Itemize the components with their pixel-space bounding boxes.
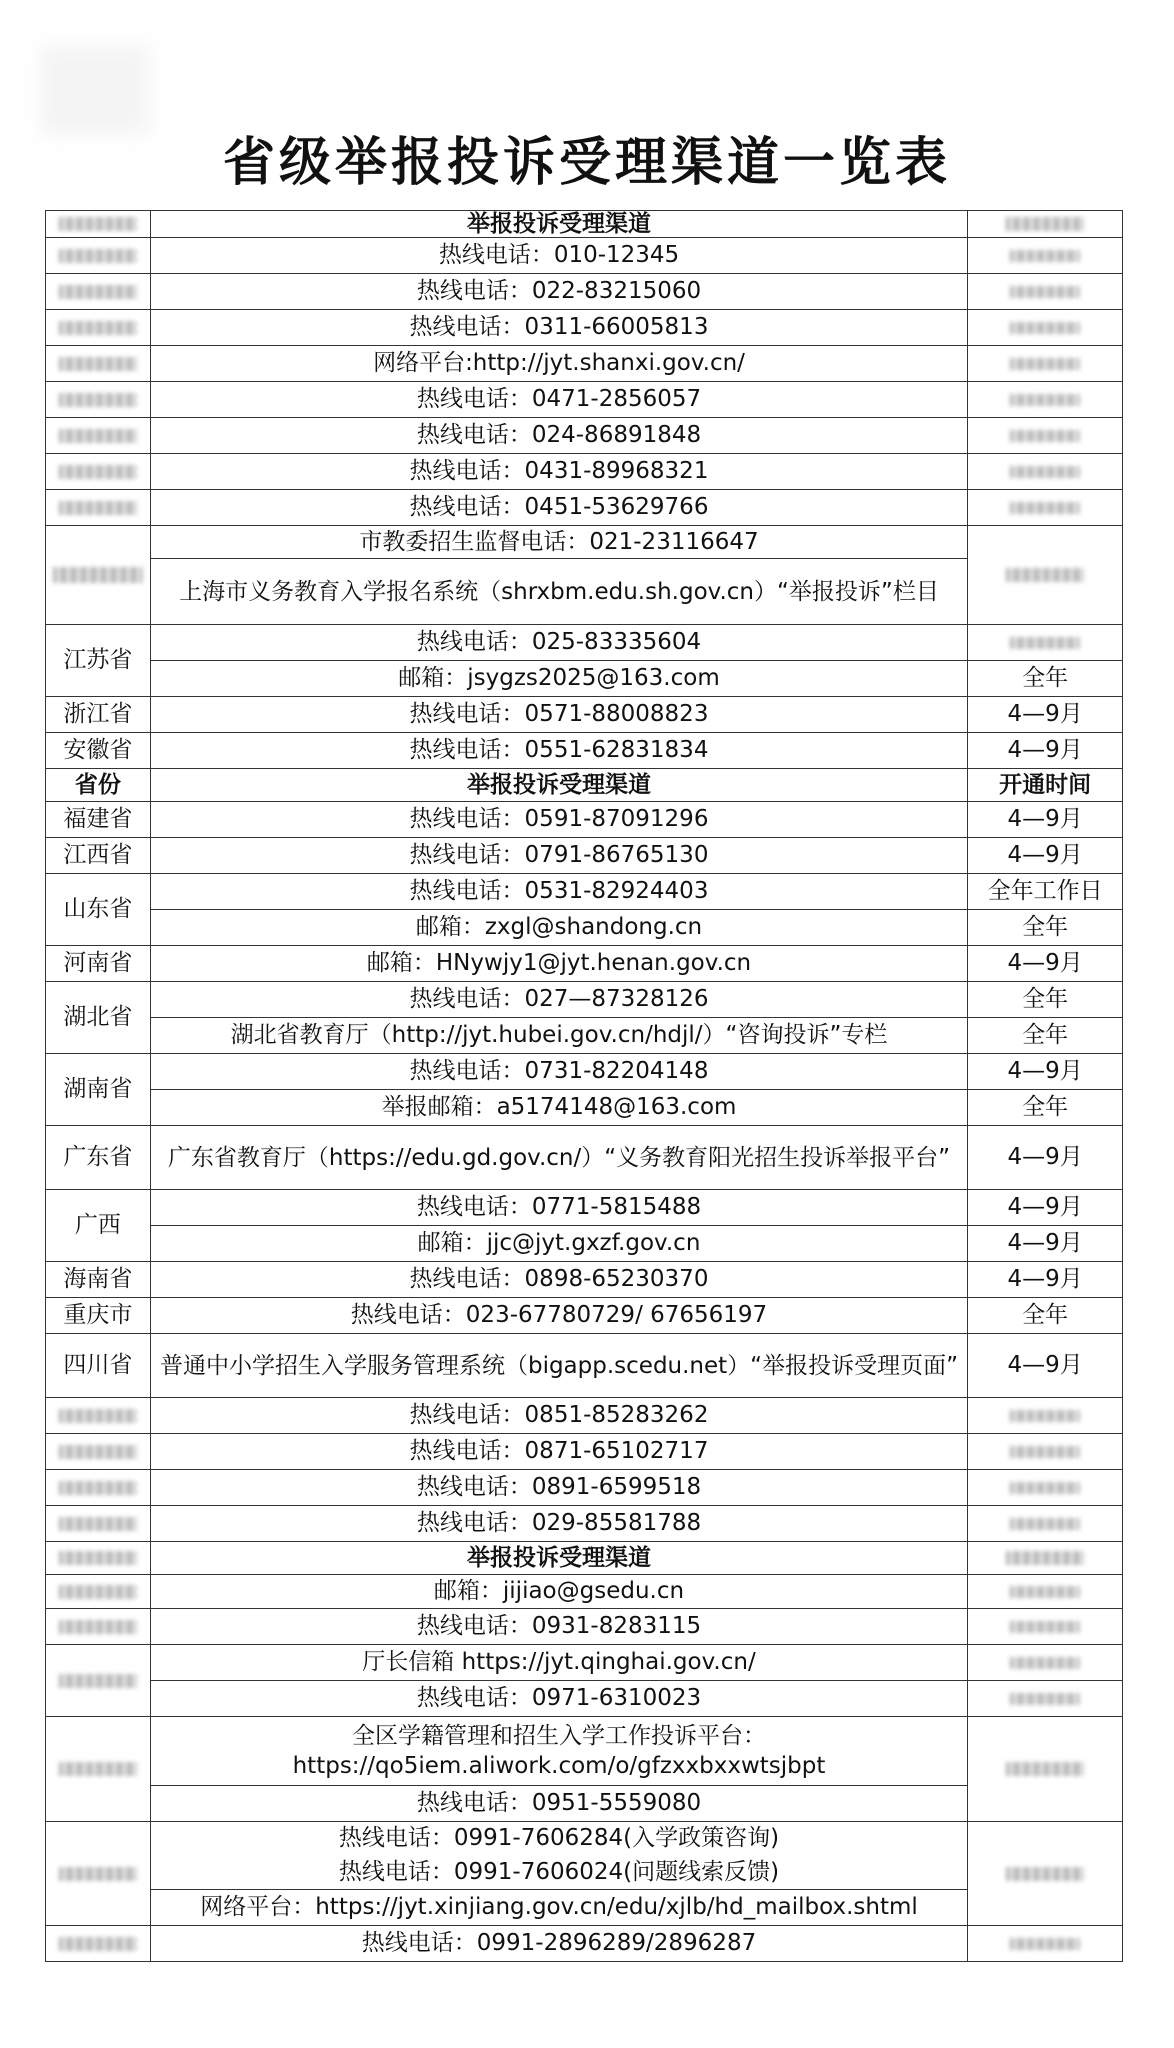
time-header: 开通时间 [968,769,1123,802]
channel-cell: 邮箱：jsygzs2025@163.com [150,661,967,697]
channel-cell: 热线电话：0991-7606024(问题线索反馈) [150,1856,967,1890]
province-cell [46,238,151,274]
channel-cell: 热线电话：0431-89968321 [150,454,967,490]
time-cell [968,310,1123,346]
channel-cell: 热线电话：010-12345 [150,238,967,274]
time-cell [968,1822,1123,1926]
province-cell [46,382,151,418]
time-cell [968,454,1123,490]
channel-cell: 热线电话：0991-7606284(入学政策咨询) [150,1822,967,1856]
province-cell [46,454,151,490]
table-row [46,211,1123,238]
time-cell: 全年 [968,910,1123,946]
time-cell: 4—9月 [968,1334,1123,1398]
channel-cell: 热线电话：0851-85283262 [150,1398,967,1434]
channel-cell: 热线电话：0898-65230370 [150,1262,967,1298]
time-cell [968,1398,1123,1434]
province-cell [46,1926,151,1962]
table-row [46,1470,1123,1506]
province-cell [46,1542,151,1575]
province-cell: 湖南省 [46,1054,151,1126]
time-cell: 4—9月 [968,946,1123,982]
time-cell: 4—9月 [968,1054,1123,1090]
channel-cell: 举报投诉受理渠道 [150,1542,967,1575]
channel-cell: 厅长信箱 https://jyt.qinghai.gov.cn/ [150,1645,967,1681]
channel-cell: 热线电话：0311-66005813 [150,310,967,346]
time-cell [968,1926,1123,1962]
time-cell [968,418,1123,454]
province-cell [46,526,151,625]
time-cell: 全年 [968,1298,1123,1334]
channel-cell: 热线电话：0531-82924403 [150,874,967,910]
table-row [46,733,1123,769]
complaint-channels-table [45,210,1123,1962]
table-row [46,274,1123,310]
table-row [46,1190,1123,1226]
province-header: 省份 [46,769,151,802]
province-cell: 广西 [46,1190,151,1262]
table-row [46,1926,1123,1962]
table-row [46,1786,1123,1822]
province-cell [46,1470,151,1506]
table-row [46,661,1123,697]
table-row [46,910,1123,946]
channel-cell: 热线电话：0471-2856057 [150,382,967,418]
time-cell: 4—9月 [968,1262,1123,1298]
time-cell [968,490,1123,526]
table-row [46,1298,1123,1334]
time-cell [968,1542,1123,1575]
time-cell [968,1717,1123,1822]
province-cell: 安徽省 [46,733,151,769]
time-cell [968,526,1123,625]
table-row [46,982,1123,1018]
page-title: 省级举报投诉受理渠道一览表 [222,133,951,193]
time-cell [968,238,1123,274]
table-row [46,838,1123,874]
time-cell [968,382,1123,418]
channel-cell: 热线电话：0931-8283115 [150,1609,967,1645]
table-row [46,1681,1123,1717]
time-cell: 4—9月 [968,1190,1123,1226]
province-cell: 广东省 [46,1126,151,1190]
time-cell [968,346,1123,382]
channel-cell: 热线电话：0951-5559080 [150,1786,967,1822]
time-cell [968,1434,1123,1470]
channel-cell: 广东省教育厅（https://edu.gd.gov.cn/）“义务教育阳光招生投诉举报平台” [150,1126,967,1190]
channel-cell: 上海市义务教育入学报名系统（shrxbm.edu.sh.gov.cn）“举报投诉”栏目 [150,559,967,625]
table-row [46,1890,1123,1926]
province-cell [46,1575,151,1609]
table-row [46,1126,1123,1190]
channel-cell: 网络平台：https://jyt.xinjiang.gov.cn/edu/xjlb/hd_mailbox.shtml [150,1890,967,1926]
channel-cell: 热线电话：0551-62831834 [150,733,967,769]
channel-cell: 热线电话：0591-87091296 [150,802,967,838]
table-row [46,1506,1123,1542]
table-row [46,526,1123,559]
time-cell [968,1681,1123,1717]
province-cell [46,211,151,238]
time-cell [968,211,1123,238]
table-row [46,1090,1123,1126]
province-cell [46,1645,151,1717]
channel-cell: 市教委招生监督电话：021-23116647 [150,526,967,559]
province-cell [46,490,151,526]
table-row [46,697,1123,733]
table-row [46,1018,1123,1054]
table-row [46,1262,1123,1298]
channel-cell: 举报邮箱：a5174148@163.com [150,1090,967,1126]
time-cell: 全年 [968,982,1123,1018]
table-row [46,454,1123,490]
province-cell: 江苏省 [46,625,151,697]
channel-cell: 邮箱：zxgl@shandong.cn [150,910,967,946]
channel-cell: 热线电话：029-85581788 [150,1506,967,1542]
province-cell [46,346,151,382]
channel-cell: 湖北省教育厅（http://jyt.hubei.gov.cn/hdjl/）“咨询投诉”专栏 [150,1018,967,1054]
province-cell [46,1822,151,1926]
channel-cell: 热线电话：0571-88008823 [150,697,967,733]
channel-cell: 热线电话：024-86891848 [150,418,967,454]
table-row [46,1434,1123,1470]
channel-cell: 普通中小学招生入学服务管理系统（bigapp.scedu.net）“举报投诉受理页面” [150,1334,967,1398]
province-cell [46,274,151,310]
province-cell: 江西省 [46,838,151,874]
time-cell [968,625,1123,661]
table-row [46,310,1123,346]
time-cell: 4—9月 [968,1126,1123,1190]
table-row [46,1398,1123,1434]
table-row [46,1575,1123,1609]
channel-cell: 热线电话：0451-53629766 [150,490,967,526]
table-row [46,1609,1123,1645]
channel-cell: 邮箱：jjc@jyt.gxzf.gov.cn [150,1226,967,1262]
province-cell [46,310,151,346]
province-cell: 重庆市 [46,1298,151,1334]
time-cell: 4—9月 [968,733,1123,769]
channel-cell: 热线电话：0971-6310023 [150,1681,967,1717]
table-row [46,238,1123,274]
channel-cell: 热线电话：0991-2896289/2896287 [150,1926,967,1962]
province-cell: 浙江省 [46,697,151,733]
channel-cell: 邮箱：jijiao@gsedu.cn [150,1575,967,1609]
time-cell: 全年 [968,1018,1123,1054]
time-cell: 4—9月 [968,838,1123,874]
table-row [46,1334,1123,1398]
province-cell: 福建省 [46,802,151,838]
time-cell [968,1645,1123,1681]
table-row [46,418,1123,454]
channel-cell: 热线电话：0731-82204148 [150,1054,967,1090]
province-cell [46,418,151,454]
channel-cell: 全区学籍管理和招生入学工作投诉平台：https://qo5iem.aliwork.com/o/gfzxxbxxwtsjbpt [150,1717,967,1786]
time-cell: 4—9月 [968,1226,1123,1262]
time-cell [968,1609,1123,1645]
channel-cell: 热线电话：0771-5815488 [150,1190,967,1226]
table-row [46,1542,1123,1575]
province-cell [46,1717,151,1822]
time-cell: 4—9月 [968,697,1123,733]
province-cell: 海南省 [46,1262,151,1298]
channel-cell: 热线电话：0891-6599518 [150,1470,967,1506]
channel-cell: 热线电话：022-83215060 [150,274,967,310]
table-row [46,559,1123,625]
time-cell: 全年 [968,1090,1123,1126]
province-cell [46,1609,151,1645]
channel-cell: 热线电话：025-83335604 [150,625,967,661]
channel-cell: 热线电话：0871-65102717 [150,1434,967,1470]
table-row [46,346,1123,382]
table-row [46,1226,1123,1262]
province-cell: 湖北省 [46,982,151,1054]
time-cell: 4—9月 [968,802,1123,838]
channel-cell: 网络平台:http://jyt.shanxi.gov.cn/ [150,346,967,382]
table-row [46,1054,1123,1090]
time-cell [968,1506,1123,1542]
time-cell [968,1470,1123,1506]
channel-cell: 举报投诉受理渠道 [150,211,967,238]
table-row [46,1645,1123,1681]
province-cell: 山东省 [46,874,151,946]
table-row [46,874,1123,910]
table-row [46,1822,1123,1856]
time-cell [968,274,1123,310]
table-header-row [46,769,1123,802]
table-row [46,1856,1123,1890]
province-cell [46,1434,151,1470]
time-cell [968,1575,1123,1609]
table-row [46,946,1123,982]
table-row [46,382,1123,418]
province-cell [46,1398,151,1434]
table-row [46,625,1123,661]
table-row [46,490,1123,526]
table-row [46,802,1123,838]
table-row [46,1717,1123,1786]
time-cell: 全年工作日 [968,874,1123,910]
channel-header: 举报投诉受理渠道 [150,769,967,802]
province-cell [46,1506,151,1542]
province-cell: 河南省 [46,946,151,982]
channel-cell: 热线电话：0791-86765130 [150,838,967,874]
channel-cell: 邮箱：HNywjy1@jyt.henan.gov.cn [150,946,967,982]
channel-cell: 热线电话：023-67780729/ 67656197 [150,1298,967,1334]
province-cell: 四川省 [46,1334,151,1398]
time-cell: 全年 [968,661,1123,697]
channel-cell: 热线电话：027—87328126 [150,982,967,1018]
